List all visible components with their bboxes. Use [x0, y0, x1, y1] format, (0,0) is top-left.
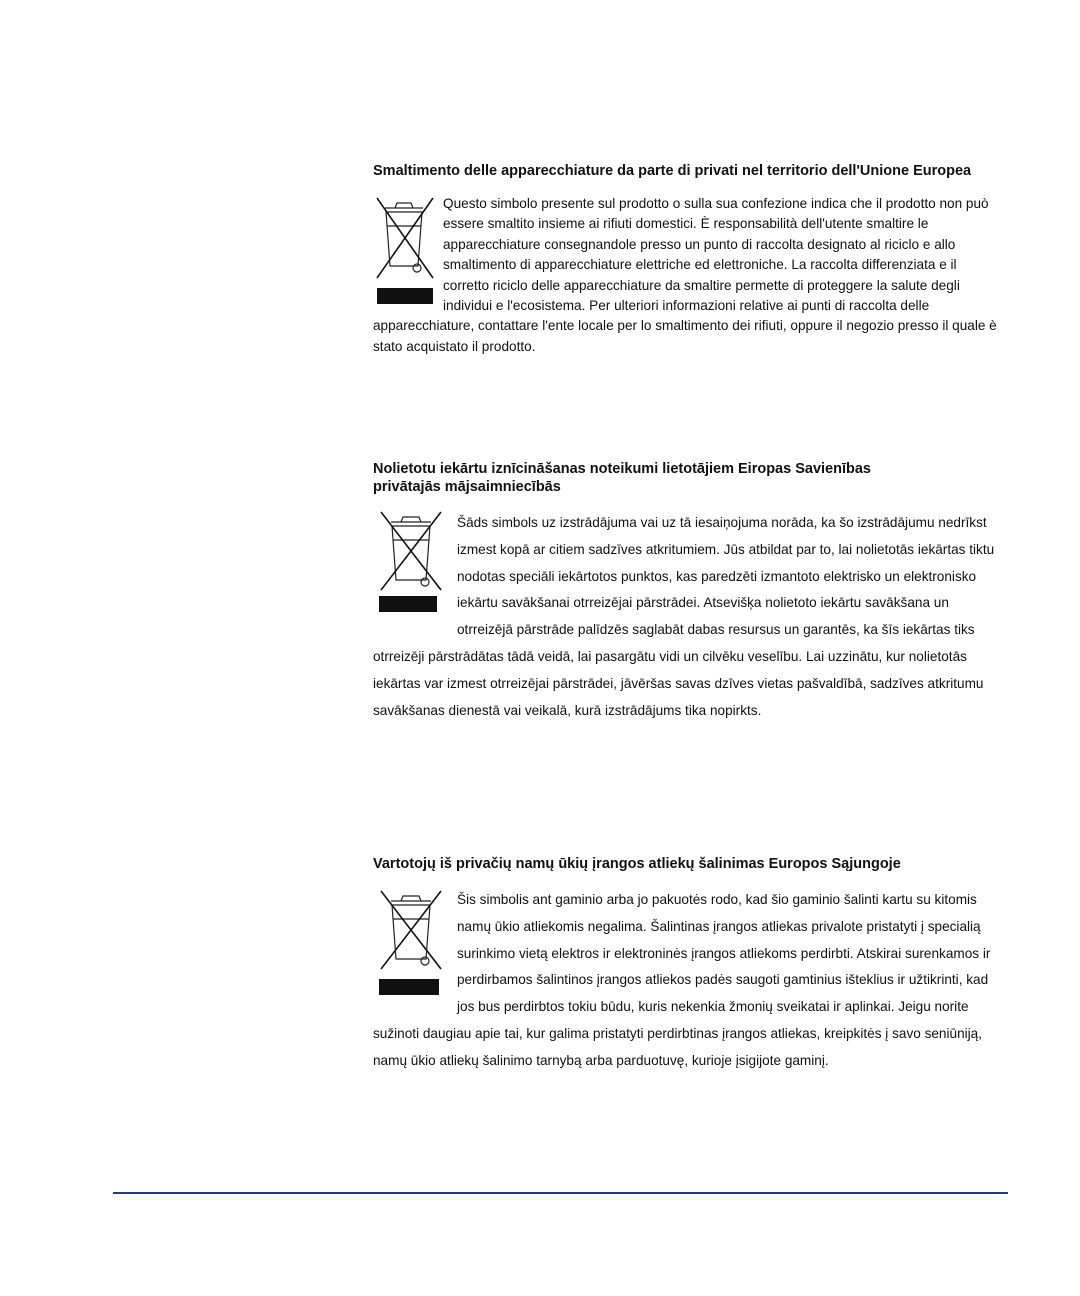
- section-title: Smaltimento delle apparecchiature da parte di privati nel territorio dell'Unione Europea: [373, 163, 972, 179]
- weee-section-lithuanian: [373, 855, 1005, 1075]
- weee-section-italian: [373, 162, 1005, 357]
- footer-rule: [113, 1192, 1008, 1194]
- section-title: Nolietotu iekārtu iznīcināšanas noteikumi lietotājiem Eiropas Savienības privātajās mājsaimniecībās: [373, 461, 871, 495]
- crossed-out-wheelie-bin-icon: [373, 194, 435, 310]
- section-body: Šāds simbols uz izstrādājuma vai uz tā iesaiņojuma norāda, ka šo izstrādājumu nedrīkst izmest kopā ar citiem sadzīves atkritumiem. Jūs atbildat par to, lai nolietotās iekārtas tiktu nodotas speciāli iekārtotos punktos, kas paredzēti izmantoto elektrisko un elektronisko iekārtu savākšanai otrreizējai pārstrādei. Atsevišķa nolietoto iekārtu savākšana un otrreizējā pārstrāde palīdzēs saglabāt dabas resursus un garantēs, ka šīs iekārtas tiks otrreizēji pārstrādātas tādā veidā, lai pasargātu vidi un cilvēku veselību. Lai uzzinātu, kur nolietotās iekārtas var izmest otrreizējai pārstrādei, jāvēršas savas dzīves vietas pašvaldībā, sadzīves atkritumu savākšanas dienestā vai veikalā, kurā izstrādājums tika nopirkts.: [373, 515, 995, 718]
- crossed-out-wheelie-bin-icon: [373, 887, 451, 997]
- section-body: Šis simbolis ant gaminio arba jo pakuotės rodo, kad šio gaminio šalinti kartu su kitomis namų ūkio atliekomis negalima. Šalintinas įrangos atliekas privalote pristatyti į specialią surinkimo vietą elektros ir elektroninės įrangos atliekoms perdirbti. Atskirai surenkamos ir perdirbamos šalintinos įrangos atliekos padės saugoti gamtinius išteklius ir užtikrinti, kad jos bus perdirbtos tokiu būdu, kuris nekenkia žmonių sveikatai ir aplinkai. Jeigu norite sužinoti daugiau apie tai, kur galima pristatyti perdirbtinas įrangos atliekas, kreipkitės į savo seniūniją, namų ūkio atliekų šalinimo tarnybą arba parduotuvę, kurioje įsigijote gaminį.: [373, 892, 991, 1068]
- section-title: Vartotojų iš privačių namų ūkių įrangos atliekų šalinimas Europos Sąjungoje: [373, 856, 901, 872]
- weee-section-latvian: [373, 460, 1005, 724]
- section-body: Questo simbolo presente sul prodotto o sulla sua confezione indica che il prodotto non può essere smaltito insieme ai rifiuti domestici. È responsabilità dell'utente smaltire le apparecchiature consegnandole presso un punto di raccolta designato al riciclo e allo smaltimento di apparecchiature elettriche ed elettroniche. La raccolta differenziata e il corretto riciclo delle apparecchiature da smaltire permette di proteggere la salute degli individui e l'ecosistema. Per ulteriori informazioni relative ai punti di raccolta delle apparecchiature, contattare l'ente locale per lo smaltimento dei rifiuti, oppure il negozio presso il quale è stato acquistato il prodotto.: [373, 196, 997, 354]
- crossed-out-wheelie-bin-icon: [373, 510, 451, 616]
